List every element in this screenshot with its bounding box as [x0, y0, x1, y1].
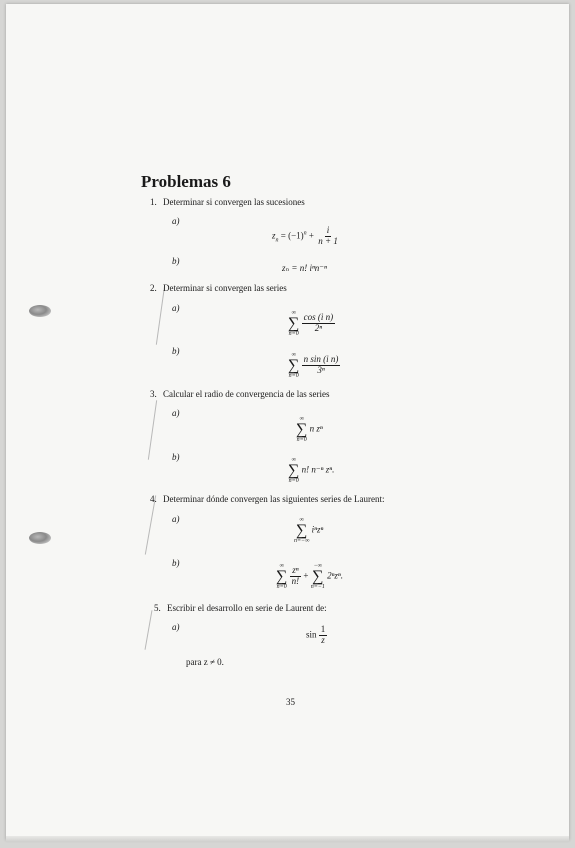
condition-text: para z ≠ 0. [186, 657, 224, 667]
page-number: 35 [286, 697, 295, 707]
problem-4 [150, 494, 385, 504]
formula-2b: ∞ ∑ n=0 $\frac{\text{n sin (i n)}}{\text{3ⁿ}}$ [288, 352, 339, 380]
formula-5a: sin $\frac{1}{z}$ [306, 624, 326, 645]
label-a: a) [172, 216, 180, 226]
formula-3b: ∞ ∑ n=0 n! n⁻ⁿ zⁿ. [288, 457, 335, 485]
label-b: b) [172, 452, 180, 462]
formula-3a: ∞ ∑ n=0 n zⁿ [296, 416, 323, 444]
problem-3 [150, 389, 330, 399]
formula-1a: $z_n = (-1)^n$ + $\frac{i}{n + 1}$ [272, 225, 338, 246]
problem-text: Determinar dónde convergen las siguientes series de Laurent: [163, 494, 385, 504]
formula-4b: ∞ ∑ n=0 $\frac{\text{zⁿ}}{n!}$ + −∞ ∑ n=−1 2ⁿzⁿ. [276, 563, 344, 591]
document-page [6, 4, 569, 840]
problem-number: 1. [150, 197, 157, 207]
label-a: a) [172, 303, 180, 313]
problem-text: Determinar si convergen las sucesiones [163, 197, 305, 207]
problem-text: Determinar si convergen las series [163, 283, 287, 293]
problem-1 [150, 197, 305, 207]
problem-5 [154, 603, 327, 613]
problem-2 [150, 283, 287, 293]
label-a: a) [172, 622, 180, 632]
problem-number: 3. [150, 389, 157, 399]
label-a: a) [172, 408, 180, 418]
formula-1b: zₙ = n! iⁿn⁻ⁿ [282, 263, 327, 273]
label-b: b) [172, 558, 180, 568]
punch-hole-bottom [29, 532, 51, 544]
problem-number: 2. [150, 283, 157, 293]
page-edge [6, 836, 569, 842]
problem-number: 5. [154, 603, 161, 613]
problem-text: Calcular el radio de convergencia de las series [163, 389, 330, 399]
label-b: b) [172, 346, 180, 356]
label-b: b) [172, 256, 180, 266]
formula-2a: ∞ ∑ n=0 $\frac{\text{cos (i n)}}{\text{2ⁿ}}$ [288, 310, 334, 338]
punch-hole-top [29, 305, 51, 317]
problem-number: 4. [150, 494, 157, 504]
formula-4a: ∞ ∑ n=−∞ iⁿzⁿ [294, 517, 324, 545]
page-title: Problemas 6 [141, 172, 231, 191]
problem-text: Escribir el desarrollo en serie de Laurent de: [167, 603, 327, 613]
label-a: a) [172, 514, 180, 524]
